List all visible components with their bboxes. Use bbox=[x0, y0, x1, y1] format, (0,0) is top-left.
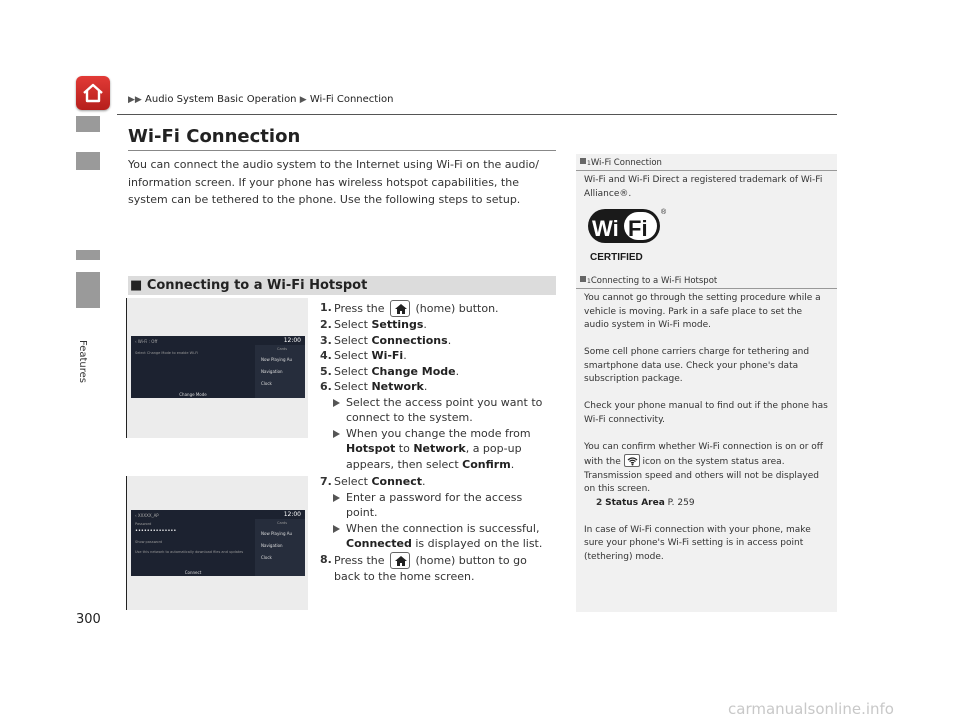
sub-step-text: to bbox=[398, 442, 410, 455]
arrow-icon bbox=[333, 430, 340, 438]
arrow-icon bbox=[333, 399, 340, 407]
section-marker: ■ bbox=[130, 278, 143, 293]
chapter-label: Features bbox=[77, 340, 88, 383]
sub-step-text: is displayed on the list. bbox=[415, 537, 543, 550]
sub-step bbox=[320, 521, 556, 552]
step-target: Settings bbox=[371, 318, 424, 331]
note-paragraph bbox=[584, 441, 829, 497]
step-text: Select bbox=[334, 380, 368, 393]
step-text: . bbox=[403, 349, 407, 362]
panel-item[interactable]: Navigation bbox=[261, 369, 283, 374]
side-tab-decoration bbox=[76, 152, 100, 170]
cross-reference[interactable] bbox=[584, 497, 829, 511]
step-number: 3. bbox=[320, 333, 332, 347]
screen-image-change-mode bbox=[126, 298, 308, 438]
screen-clock: 12:00 bbox=[283, 337, 301, 344]
breadcrumb bbox=[128, 94, 393, 105]
step-number: 5. bbox=[320, 364, 332, 378]
sub-step-text: When the connection is successful, bbox=[346, 521, 540, 535]
home-button-icon bbox=[390, 552, 410, 569]
sub-step-text: , a pop-up appears, then select bbox=[346, 442, 522, 471]
wifi-logo-registered: ® bbox=[661, 209, 667, 216]
step-target: Connections bbox=[371, 333, 448, 347]
reference-page[interactable]: P. 259 bbox=[667, 497, 695, 508]
step-text: Select bbox=[334, 318, 368, 331]
note-index-icon bbox=[580, 158, 586, 164]
auto-download-option[interactable]: Use this network to automatically download files and updates bbox=[135, 550, 244, 554]
note-title: Wi-Fi Connection bbox=[590, 158, 662, 168]
connect-button[interactable]: Connect bbox=[184, 570, 202, 575]
sub-step-target: Hotspot bbox=[346, 442, 396, 455]
note-index-icon bbox=[580, 276, 586, 282]
header-divider bbox=[117, 114, 837, 115]
wifi-certified-logo bbox=[584, 206, 668, 264]
password-label: Password bbox=[135, 522, 152, 526]
breadcrumb-parent-link[interactable]: Audio System Basic Operation bbox=[145, 94, 297, 105]
page-title: Wi-Fi Connection bbox=[128, 126, 301, 147]
note-body: Wi-Fi and Wi-Fi Direct a registered trademark of Wi-Fi Alliance®. bbox=[584, 175, 823, 199]
step-number: 7. bbox=[320, 475, 332, 488]
note-paragraph: You cannot go through the setting procedure while a vehicle is moving. Park in a safe place to set the audio system in Wi-Fi mode. bbox=[584, 293, 821, 330]
step-number: 4. bbox=[320, 349, 332, 362]
title-divider bbox=[128, 150, 556, 151]
breadcrumb-current: Wi-Fi Connection bbox=[309, 94, 394, 105]
breadcrumb-arrow-icon: ▶▶ bbox=[128, 95, 142, 105]
note-index: 1 bbox=[587, 160, 591, 167]
step-item bbox=[320, 348, 556, 364]
step-item bbox=[320, 552, 556, 585]
sub-step bbox=[320, 395, 556, 426]
home-button-icon bbox=[390, 300, 410, 317]
step-text: (home) button. bbox=[415, 302, 499, 315]
steps-list bbox=[320, 474, 556, 584]
sub-step-target: Network bbox=[413, 442, 466, 455]
screen-message: Select Change Mode to enable Wi-Fi bbox=[135, 351, 199, 355]
arrow-icon bbox=[333, 525, 340, 533]
step-item bbox=[320, 474, 556, 490]
note-index: 1 bbox=[587, 278, 591, 285]
panel-item[interactable]: Navigation bbox=[261, 543, 283, 548]
note-paragraph: Some cell phone carriers charge for tethering and smartphone data use. Check your phone's data subscription package. bbox=[584, 347, 810, 384]
step-item bbox=[320, 379, 556, 395]
screen-display bbox=[131, 510, 305, 576]
screen-side-panel bbox=[255, 345, 305, 398]
wifi-status-icon bbox=[624, 454, 640, 467]
screen-clock: 12:00 bbox=[283, 511, 301, 518]
sub-step-target: Confirm bbox=[462, 457, 511, 471]
watermark: carmanualsonline.info bbox=[728, 700, 894, 718]
screen-image-connect bbox=[126, 476, 308, 610]
step-text: . bbox=[447, 333, 452, 347]
note-title: Connecting to a Wi-Fi Hotspot bbox=[590, 276, 718, 286]
section-title: Connecting to a Wi-Fi Hotspot bbox=[146, 278, 368, 293]
step-item bbox=[320, 300, 556, 317]
step-text: . bbox=[421, 475, 426, 488]
step-text: (home) button to go back to the home screen. bbox=[334, 553, 527, 583]
side-tab-decoration bbox=[76, 116, 100, 132]
notes-sidebar bbox=[576, 154, 837, 612]
wifi-logo-text: Fi bbox=[628, 216, 648, 241]
wifi-logo-text: Wi bbox=[592, 216, 619, 241]
step-number: 1. bbox=[320, 301, 332, 314]
password-field[interactable]: •••••••••••••• bbox=[135, 528, 177, 534]
step-target: Network bbox=[371, 380, 424, 393]
step-text: Select bbox=[334, 475, 368, 488]
step-number: 8. bbox=[320, 552, 332, 566]
note-text: You can confirm whether Wi-Fi connection is on or off with the bbox=[584, 441, 824, 467]
sub-step-target: Connected bbox=[346, 537, 412, 550]
step-item bbox=[320, 333, 556, 349]
note-paragraph: In case of Wi-Fi connection with your phone, make sure your phone's Wi-Fi setting is in access point (tethering) mode. bbox=[584, 524, 811, 562]
screen-side-panel bbox=[255, 519, 305, 576]
step-target: Wi-Fi bbox=[371, 349, 404, 362]
arrow-icon bbox=[333, 494, 340, 502]
note-text: icon on the system status area. Transmission speed and others will not be displayed on this screen. bbox=[584, 457, 820, 494]
step-text: Select bbox=[334, 364, 368, 378]
screen-topbar: ‹ XXXXX_AP bbox=[135, 513, 159, 518]
reference-arrow-icon: 2 bbox=[596, 497, 603, 508]
note-heading bbox=[576, 276, 837, 289]
panel-item[interactable]: Clock bbox=[261, 381, 272, 386]
breadcrumb-arrow-icon: ▶ bbox=[299, 95, 307, 105]
step-number: 6. bbox=[320, 380, 332, 393]
sub-step-text: When you change the mode from bbox=[346, 426, 531, 440]
screen-topbar: ‹ Wi-Fi : Off bbox=[135, 339, 158, 344]
note-paragraph: Check your phone manual to find out if the phone has Wi-Fi connectivity. bbox=[584, 401, 828, 425]
step-item bbox=[320, 364, 556, 380]
side-tab-features[interactable] bbox=[76, 272, 100, 308]
section-heading bbox=[128, 276, 556, 295]
step-text: . bbox=[455, 364, 460, 378]
step-text: . bbox=[423, 380, 428, 393]
panel-title: Cards bbox=[277, 347, 288, 351]
step-target: Connect bbox=[371, 475, 422, 488]
steps-list bbox=[320, 300, 556, 472]
sub-step-text: . bbox=[510, 457, 515, 471]
step-target: Change Mode bbox=[371, 364, 456, 378]
sub-step bbox=[320, 490, 556, 521]
side-tab-decoration bbox=[76, 250, 100, 260]
step-number: 2. bbox=[320, 318, 332, 331]
step-text: Select bbox=[334, 333, 368, 347]
step-text: . bbox=[423, 318, 427, 331]
change-mode-button[interactable]: Change Mode bbox=[179, 392, 207, 397]
step-text: Select bbox=[334, 349, 368, 362]
panel-item[interactable]: Now Playing Au bbox=[261, 357, 293, 362]
step-text: Press the bbox=[334, 553, 385, 567]
panel-title: Cards bbox=[277, 521, 288, 525]
show-password-option[interactable]: Show password bbox=[135, 540, 163, 544]
reference-title[interactable]: Status Area bbox=[605, 497, 665, 508]
step-item bbox=[320, 317, 556, 333]
note-heading bbox=[576, 158, 837, 171]
panel-item[interactable]: Now Playing Au bbox=[261, 531, 293, 536]
sub-step-text: Enter a password for the access point. bbox=[346, 490, 523, 519]
note-body bbox=[584, 292, 829, 578]
intro-paragraph: You can connect the audio system to the Internet using Wi-Fi on the audio/ information screen. If your phone has wireless hotspot capabilities, the system can be tethered to the phone. Use the following steps to setup. bbox=[128, 158, 539, 206]
screen-display bbox=[131, 336, 305, 398]
wifi-logo-certified: CERTIFIED bbox=[590, 252, 643, 263]
step-text: Press the bbox=[334, 302, 385, 315]
sub-step-text: Select the access point you want to connect to the system. bbox=[346, 395, 543, 424]
sub-step bbox=[320, 426, 556, 473]
home-chapter-icon[interactable] bbox=[76, 76, 110, 110]
panel-item[interactable]: Clock bbox=[261, 555, 272, 560]
page-number: 300 bbox=[76, 612, 101, 627]
